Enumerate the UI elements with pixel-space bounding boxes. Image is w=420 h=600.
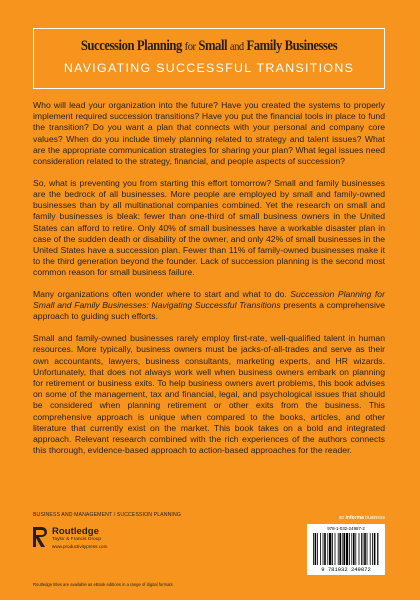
book-title	[55, 38, 363, 55]
title-part-1: Succession Planning	[80, 38, 185, 54]
isbn-label: 978-1-032-24987-2	[327, 526, 365, 531]
p3-lead: Many organizations often wonder where to start and what to do.	[33, 289, 291, 300]
subject-category: BUSINESS AND MANAGEMENT / SUCCESSION PLANNING	[33, 512, 181, 518]
publisher-name: Routledge	[52, 526, 99, 537]
title-part-2: Small	[195, 38, 230, 54]
informa-tag	[339, 515, 385, 521]
informa-brand: informa	[345, 515, 364, 521]
cover-footer	[33, 512, 385, 592]
blurb-paragraph-2: So, what is preventing you from starting this effort tomorrow? Small and family businesses are the bedrock of all businesses. More people are employed by small and family-owned businesses than by all multinational companies combined. Yet the research on small and family businesses is bleak: fewer than one-third of small business owners in the United States can afford to retire. Only 40% of small businesses have a workable disaster plan in case of the sudden death or disability of the owner, and only 42% of small businesses in the United States have a succession plan. Fewer than 11% of family-owned businesses make it to the third generation beyond the founder. Lack of succession planning is the second most common reason for small business failure.	[33, 177, 385, 278]
title-box	[33, 28, 385, 89]
title-word-for: for	[184, 39, 196, 53]
publisher-url: www.productivitypress.com	[52, 544, 108, 549]
informa-suffix: business	[363, 515, 385, 521]
informa-prefix: an	[338, 515, 346, 521]
barcode-digits: 9 781032 249872	[321, 566, 371, 573]
routledge-logo-icon	[33, 525, 49, 549]
blurb-paragraph-1: Who will lead your organization into the future? Have you created the systems to properly implement required succession transitions? Have you put the financial tools in place to fund the transition? Do you want a plan that connects with your personal and company core values? When do you include timely planning related to strategy and talent issues? What are the appropriate communication strategies for sharing your plan? What legal issues need consideration related to the strategy, financial, and people aspects of succession?	[33, 100, 385, 167]
p3-tail: presents a comprehensive approach to guiding such efforts.	[33, 300, 385, 322]
publisher-group: Taylor & Francis Group	[52, 537, 102, 542]
title-part-3: Family Businesses	[243, 38, 338, 54]
title-word-and: and	[229, 39, 244, 53]
barcode-box	[307, 524, 385, 575]
blurb-paragraph-3	[33, 289, 385, 323]
book-subtitle: NAVIGATING SUCCESSFUL TRANSITIONS	[63, 61, 355, 75]
blurb-paragraph-4: Small and family-owned businesses rarely employ first-rate, well-qualified talent in human resources. More typically, business owners must be jacks-of-all-trades and serve as their own accountants, lawyers, business consultants, marketing experts, and HR wizards. Unfortunately, that does not always work well when business owners embark on planning for retirement or business exits. To help business owners avert problems, this book advises on some of the management, tax and financial, legal, and psychological issues that should be considered when planning retirement or other exits from the business. This comprehensive approach is unique when compared to the books, articles, and other literature that currently exist on the market. This book takes on a bold and integrated approach. Relevant research combined with the rich experiences of the authors connects this thorough, evidence-based approach to action-based approaches for the reader.	[33, 333, 385, 456]
blurb	[33, 100, 385, 467]
barcode-icon	[313, 533, 379, 565]
p3-book-title: Succession Planning for Small and Family Businesses: Navigating Successful Transitions	[33, 289, 385, 311]
ebook-footnote: Routledge titles are available as eBook editions in a range of digital formats	[33, 582, 173, 587]
